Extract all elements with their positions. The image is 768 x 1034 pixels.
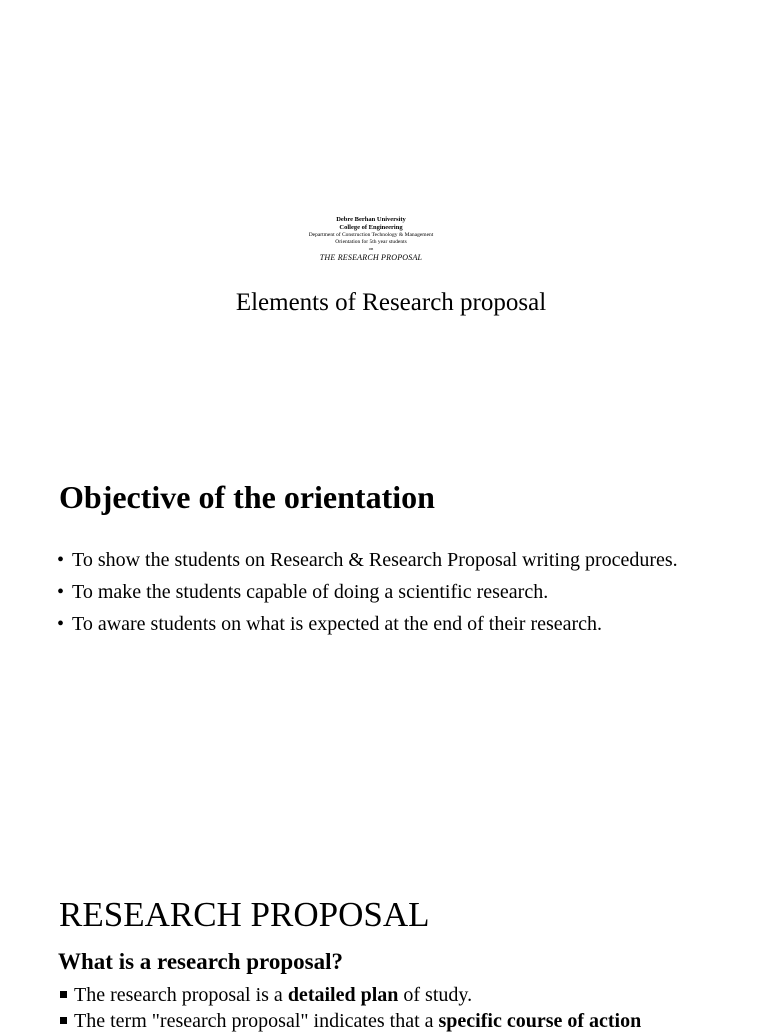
bullet-icon: • xyxy=(57,581,65,603)
list-item xyxy=(58,1008,758,1034)
list-item-text: To make the students capable of doing a scientific research. xyxy=(72,581,549,603)
square-bullet-icon xyxy=(60,991,67,998)
list-item-text: To show the students on Research & Research Proposal writing procedures. xyxy=(72,549,678,571)
text-run: The research proposal is a xyxy=(74,984,288,1006)
department-name: Department of Construction Technology & Management xyxy=(308,232,434,238)
definition-list xyxy=(58,982,758,1034)
text-run: The term "research proposal" indicates that a xyxy=(74,1010,439,1032)
square-bullet-icon xyxy=(60,1017,67,1024)
list-item xyxy=(57,548,717,573)
topic-title: THE RESEARCH PROPOSAL xyxy=(319,253,423,262)
emphasis-text: specific course of action xyxy=(438,1010,642,1032)
emphasis-text: detailed plan xyxy=(287,984,399,1006)
text-run: of study. xyxy=(398,984,473,1006)
bullet-icon: • xyxy=(57,549,65,571)
research-proposal-heading: RESEARCH PROPOSAL xyxy=(59,895,430,934)
research-proposal-slide xyxy=(0,880,768,1032)
university-name: Debre Berhan University xyxy=(336,216,406,223)
objectives-slide xyxy=(0,440,768,840)
list-item xyxy=(58,982,758,1008)
title-slide xyxy=(0,0,768,420)
institution-header xyxy=(0,216,742,263)
list-item xyxy=(57,580,717,605)
definition-question: What is a research proposal? xyxy=(58,949,343,974)
list-item xyxy=(57,612,717,637)
orientation-line: Orientation for 5th year students xyxy=(335,239,407,245)
list-item-text: To aware students on what is expected at the end of their research. xyxy=(72,613,603,635)
on-line: on xyxy=(368,246,374,251)
college-name: College of Engineering xyxy=(339,224,403,231)
objectives-list xyxy=(57,548,717,644)
objectives-heading: Objective of the orientation xyxy=(59,479,435,515)
bullet-icon: • xyxy=(57,613,65,635)
slide-subtitle: Elements of Research proposal xyxy=(235,289,547,316)
